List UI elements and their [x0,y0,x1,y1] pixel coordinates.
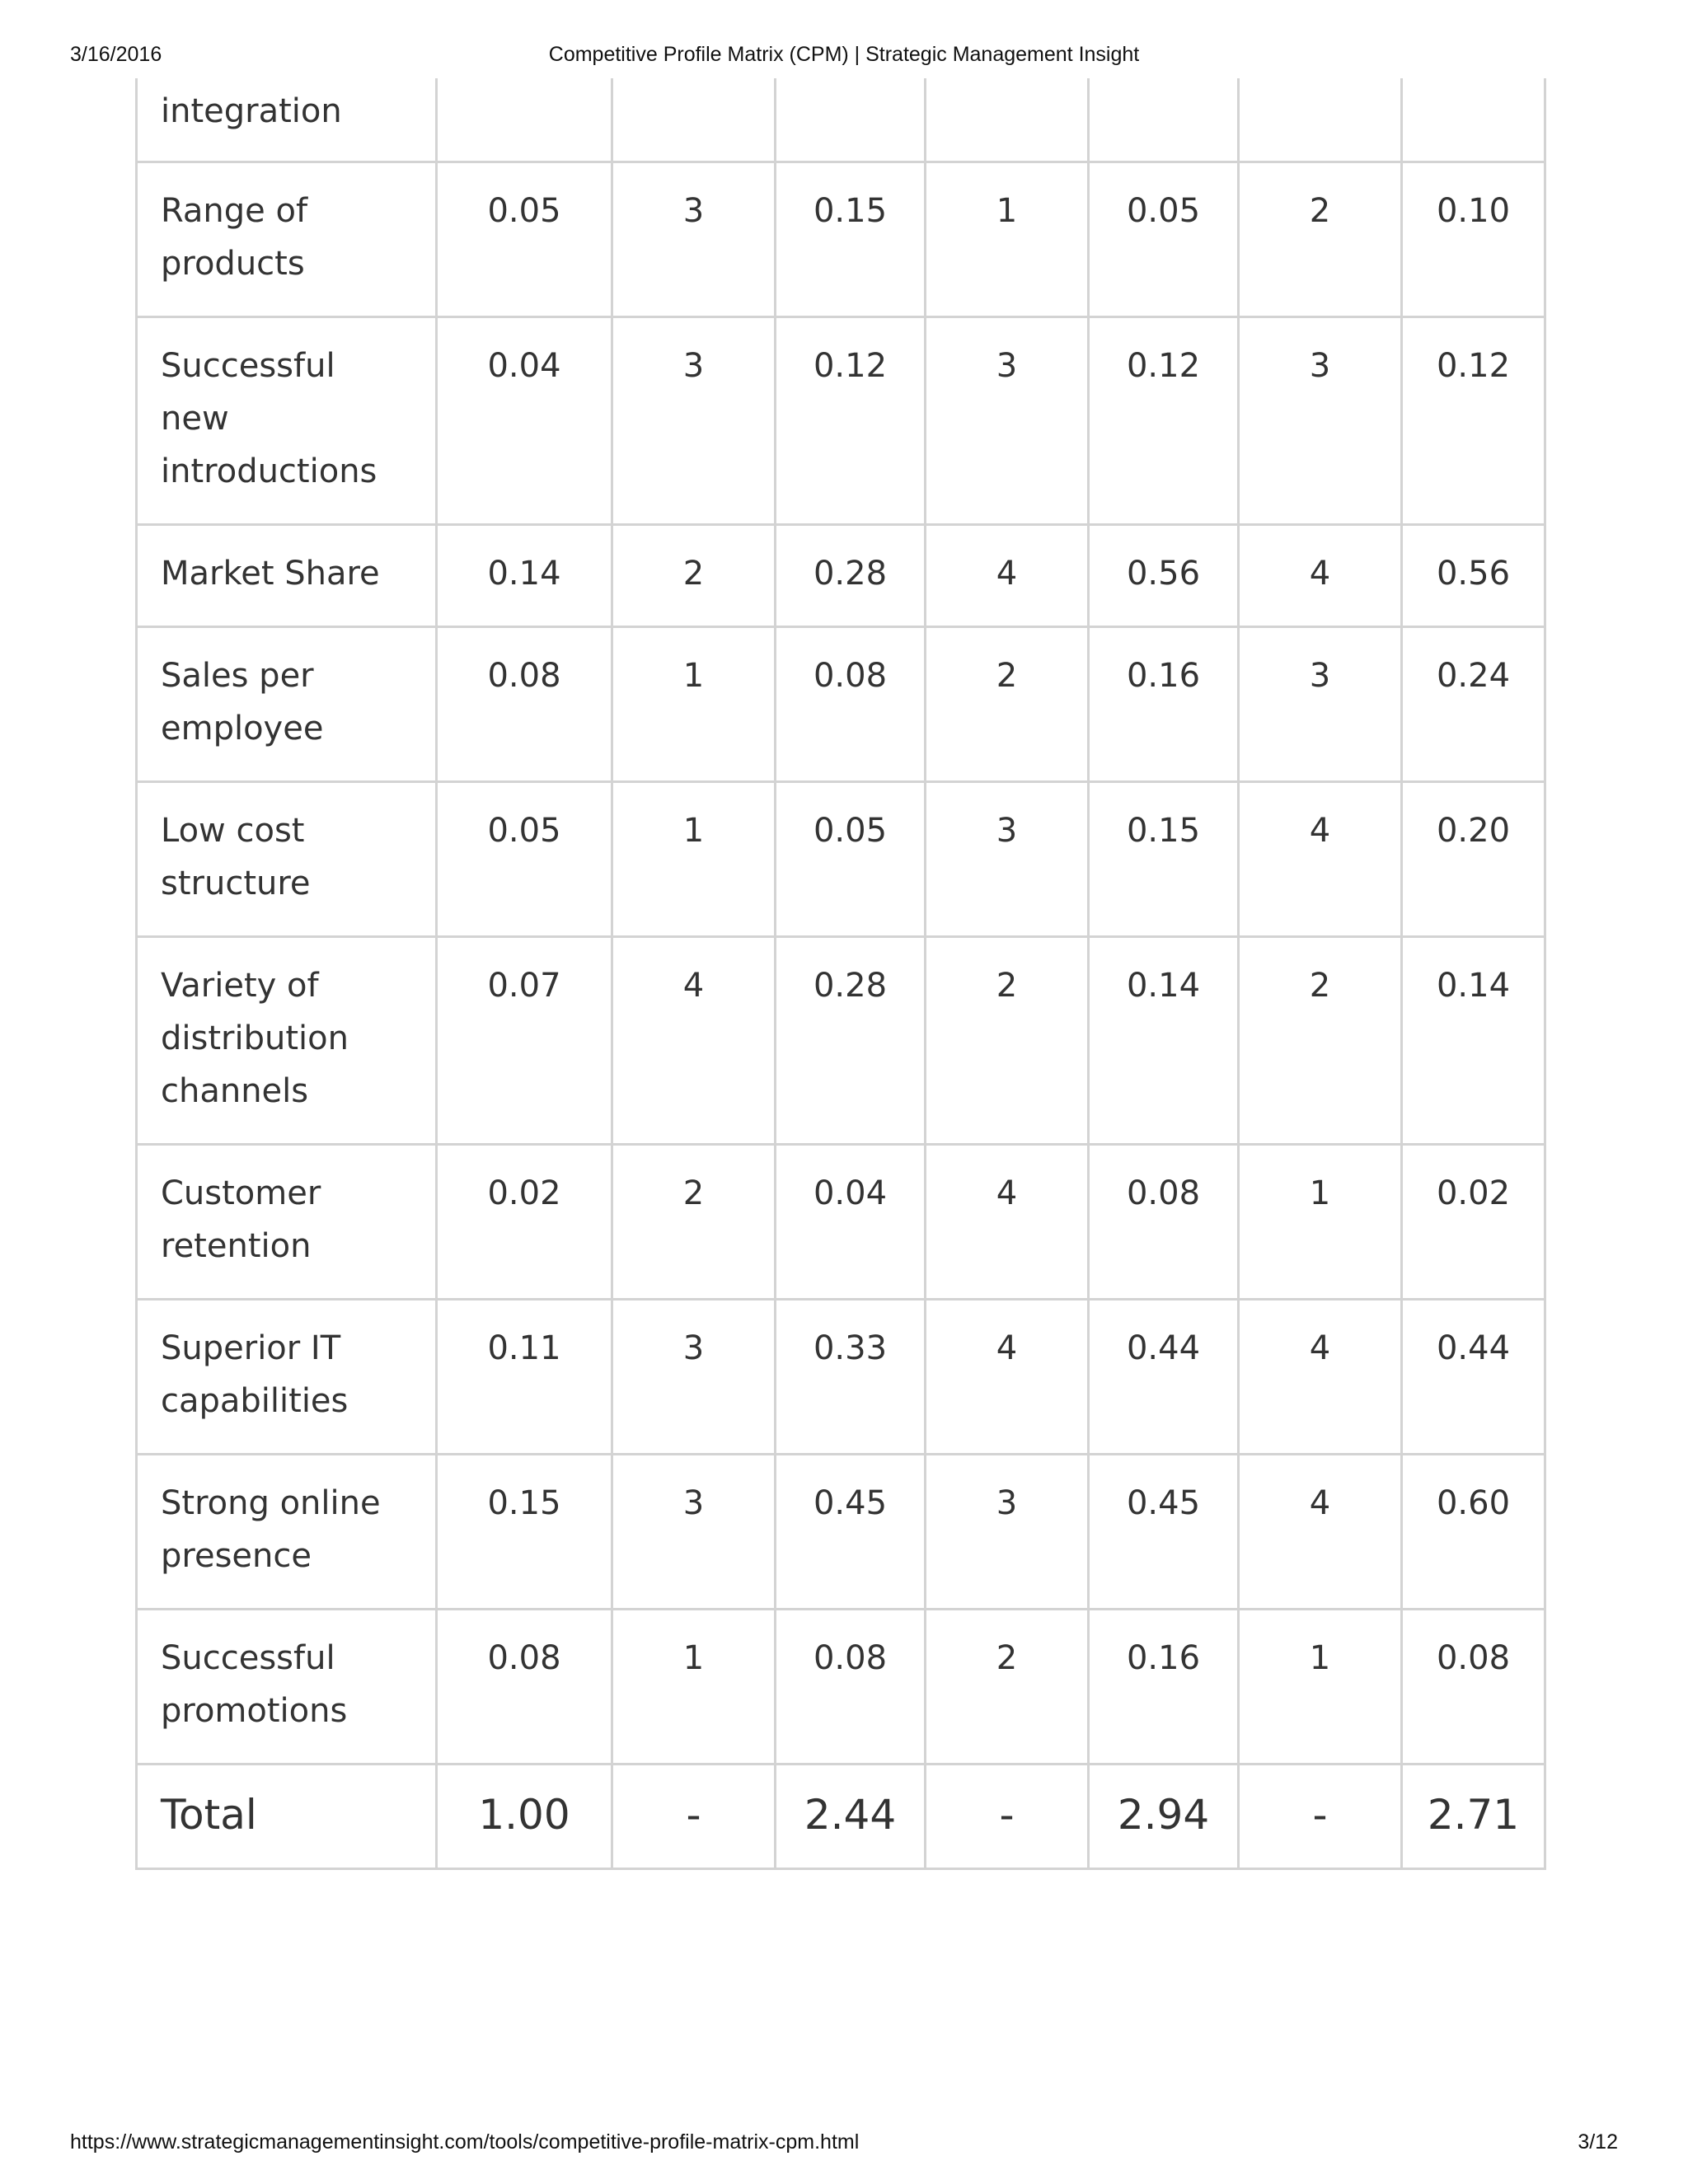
score-2-cell: 0.05 [1089,162,1239,317]
table-row-continued [137,78,1545,162]
weight-cell: 0.05 [437,162,612,317]
rating-3-cell: 1 [1239,1145,1402,1300]
score-2-cell: 0.56 [1089,525,1239,627]
weight-cell: 0.05 [437,782,612,937]
table-row [137,317,1545,525]
score-1-cell: 0.15 [776,162,926,317]
weight-cell: 0.14 [437,525,612,627]
rating-2-cell: 3 [926,317,1089,525]
rating-2-cell: 3 [926,1455,1089,1610]
factor-cell: Customer retention [137,1145,437,1300]
rating-1-cell: 3 [612,1300,776,1455]
score-3-cell: 0.20 [1402,782,1545,937]
score-1-cell: 0.08 [776,1610,926,1765]
table-row [137,162,1545,317]
table-row [137,1455,1545,1610]
score-3-cell: 0.02 [1402,1145,1545,1300]
score-1-cell: 2.44 [776,1765,926,1869]
score-3-cell: 0.56 [1402,525,1545,627]
score-2-cell: 0.15 [1089,782,1239,937]
score-1-cell: 0.08 [776,627,926,782]
score-1-cell: 0.04 [776,1145,926,1300]
factor-cell: Successful new introductions [137,317,437,525]
rating-2-cell: 1 [926,162,1089,317]
table-row [137,1300,1545,1455]
table-row-total [137,1765,1545,1869]
factor-cell: Low cost structure [137,782,437,937]
score-1-cell: 0.12 [776,317,926,525]
score-2-cell: 0.08 [1089,1145,1239,1300]
factor-cell: Successful promotions [137,1610,437,1765]
rating-2-cell: - [926,1765,1089,1869]
score-2-cell: 0.44 [1089,1300,1239,1455]
rating-2-cell: 2 [926,1610,1089,1765]
rating-2-cell: 2 [926,627,1089,782]
factor-cell: Strong online presence [137,1455,437,1610]
rating-3-cell: 2 [1239,937,1402,1145]
rating-1-cell: 1 [612,627,776,782]
rating-1-cell: 2 [612,525,776,627]
page-footer-page-number: 3/12 [1578,2130,1618,2154]
rating-3-cell: 4 [1239,525,1402,627]
rating-1-cell: - [612,1765,776,1869]
score-3-cell: 0.44 [1402,1300,1545,1455]
score-2-cell: 0.12 [1089,317,1239,525]
weight-cell: 0.15 [437,1455,612,1610]
weight-cell: 1.00 [437,1765,612,1869]
rating-2-cell: 4 [926,525,1089,627]
rating-3-cell: 3 [1239,627,1402,782]
weight-cell: 0.02 [437,1145,612,1300]
weight-cell: 0.04 [437,317,612,525]
rating-3-cell: 1 [1239,1610,1402,1765]
score-3-cell: 0.60 [1402,1455,1545,1610]
factor-cell: Range of products [137,162,437,317]
table-row [137,1145,1545,1300]
table-row [137,782,1545,937]
score-2-cell: 0.45 [1089,1455,1239,1610]
rating-3-cell: - [1239,1765,1402,1869]
rating-3-cell: 3 [1239,317,1402,525]
factor-cell: Variety of distribution channels [137,937,437,1145]
score-1-cell: 0.45 [776,1455,926,1610]
rating-3-cell: 2 [1239,162,1402,317]
rating-3-cell: 4 [1239,782,1402,937]
score-3-cell: 0.12 [1402,317,1545,525]
score-2-cell: 0.16 [1089,627,1239,782]
factor-cell: Superior IT capabilities [137,1300,437,1455]
score-1-cell: 0.28 [776,937,926,1145]
score-3-cell: 0.10 [1402,162,1545,317]
weight-cell: 0.11 [437,1300,612,1455]
score-3-cell: 0.08 [1402,1610,1545,1765]
rating-2-cell: 4 [926,1300,1089,1455]
rating-1-cell: 3 [612,162,776,317]
rating-2-cell: 3 [926,782,1089,937]
rating-1-cell: 3 [612,317,776,525]
rating-2-cell: 2 [926,937,1089,1145]
factor-cell: Sales per employee [137,627,437,782]
rating-1-cell: 1 [612,1610,776,1765]
table-row [137,1610,1545,1765]
table-row [137,937,1545,1145]
rating-1-cell: 2 [612,1145,776,1300]
table-row [137,525,1545,627]
table-row [137,627,1545,782]
rating-3-cell: 4 [1239,1300,1402,1455]
factor-cell: Total [137,1765,437,1869]
weight-cell: 0.07 [437,937,612,1145]
score-2-cell: 2.94 [1089,1765,1239,1869]
page-footer-url: https://www.strategicmanagementinsight.com/tools/competitive-profile-matrix-cpm.html [70,2130,860,2154]
cpm-table [135,78,1546,1870]
score-1-cell: 0.28 [776,525,926,627]
score-3-cell: 0.14 [1402,937,1545,1145]
score-3-cell: 0.24 [1402,627,1545,782]
rating-2-cell: 4 [926,1145,1089,1300]
factor-cell: Market Share [137,525,437,627]
factor-cell: integration [137,78,437,162]
page-header-title: Competitive Profile Matrix (CPM) | Strategic Management Insight [548,43,1140,66]
rating-1-cell: 3 [612,1455,776,1610]
score-2-cell: 0.14 [1089,937,1239,1145]
score-2-cell: 0.16 [1089,1610,1239,1765]
rating-1-cell: 4 [612,937,776,1145]
score-1-cell: 0.05 [776,782,926,937]
weight-cell: 0.08 [437,1610,612,1765]
rating-1-cell: 1 [612,782,776,937]
score-1-cell: 0.33 [776,1300,926,1455]
score-3-cell: 2.71 [1402,1765,1545,1869]
rating-3-cell: 4 [1239,1455,1402,1610]
weight-cell: 0.08 [437,627,612,782]
page-header-date: 3/16/2016 [70,43,162,66]
